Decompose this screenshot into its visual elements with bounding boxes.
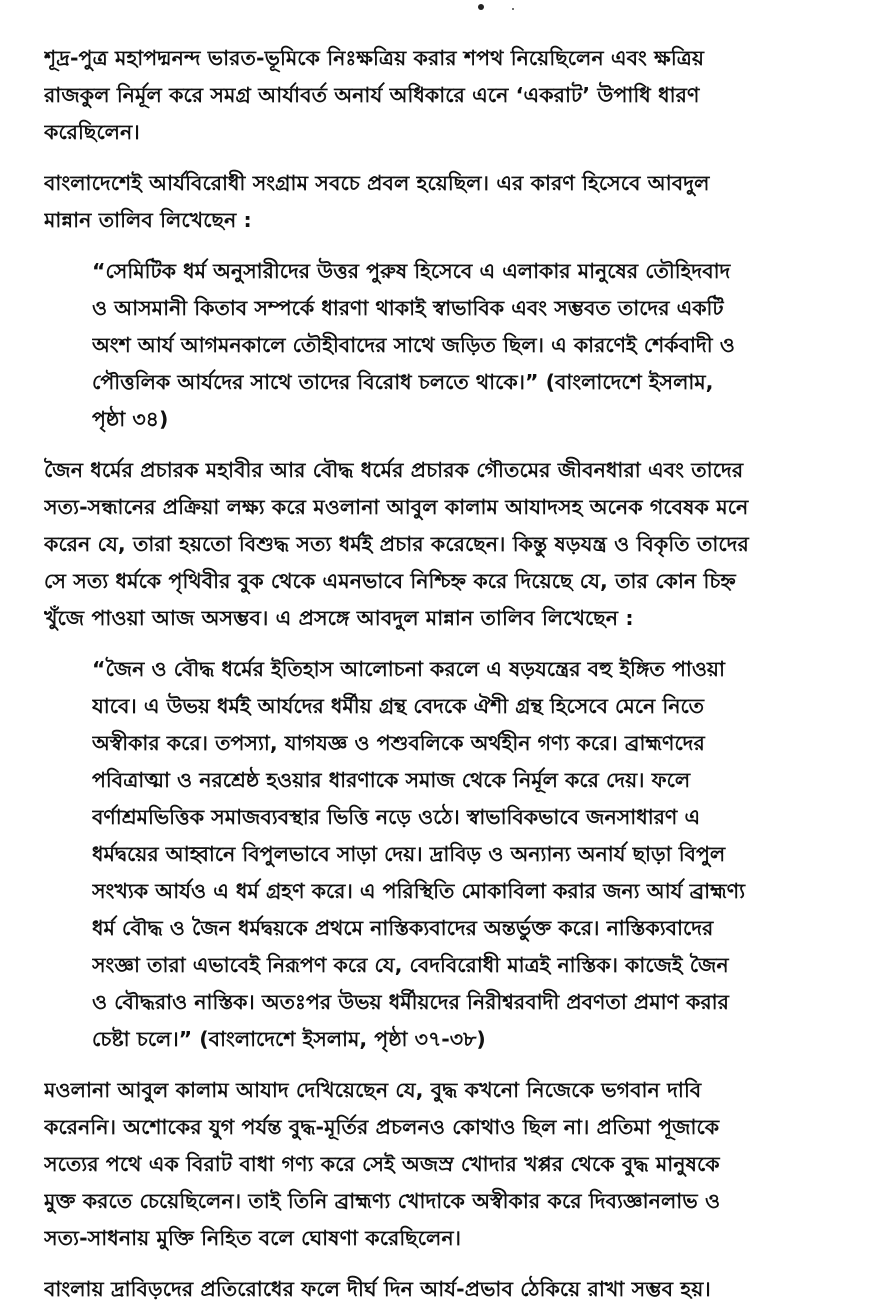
text-line: সত্য-সাধনায় মুক্তি নিহিত বলে ঘোষণা করেছিলেন। bbox=[44, 1226, 462, 1250]
text-line: “জৈন ও বৌদ্ধ ধর্মের ইতিহাস আলোচনা করলে এ ষড়যন্ত্রের বহু ইঙ্গিত পাওয়া bbox=[92, 657, 725, 681]
text-line: যাবে। এ উভয় ধর্মই আর্যদের ধর্মীয় গ্রন্থ বেদকে ঐশী গ্রন্থ হিসেবে মেনে নিতে bbox=[92, 694, 705, 718]
text-line: ধর্মদ্বয়ের আহ্বানে বিপুলভাবে সাড়া দেয়। দ্রাবিড় ও অন্যান্য অনার্য ছাড়া বিপুল bbox=[92, 842, 726, 866]
text-line: বাংলায় দ্রাবিড়দের প্রতিরোধের ফলে দীর্ঘ দিন আর্য-প্রভাব ঠেকিয়ে রাখা সম্ভব হয়। bbox=[44, 1277, 711, 1301]
text-line: মান্নান তালিব লিখেছেন : bbox=[44, 208, 252, 232]
text-line: বাংলাদেশেই আর্যবিরোধী সংগ্রাম সবচে প্রবল হয়েছিল। এর কারণ হিসেবে আবদুল bbox=[44, 171, 710, 195]
text-line: মওলানা আবুল কালাম আযাদ দেখিয়েছেন যে, বুদ্ধ কখনো নিজেকে ভগবান দাবি bbox=[44, 1078, 702, 1102]
blockquote-jain-history bbox=[44, 651, 822, 1058]
paragraph-anti-aryan-struggle bbox=[44, 165, 822, 239]
text-line: করেন যে, তারা হয়তো বিশুদ্ধ সত্য ধর্মই প্রচার করেছেন। কিন্তু ষড়যন্ত্র ও বিকৃতি তাদের bbox=[44, 532, 749, 556]
text-line: বর্ণাশ্রমভিত্তিক সমাজব্যবস্থার ভিত্তি নড়ে ওঠে। স্বাভাবিকভাবে জনসাধারণ এ bbox=[92, 805, 701, 829]
text-line: করেননি। অশোকের যুগ পর্যন্ত বুদ্ধ-মূর্তির প্রচলনও কোথাও ছিল না। প্রতিমা পূজাকে bbox=[44, 1115, 720, 1139]
text-line: করেছিলেন। bbox=[44, 120, 140, 144]
text-line: “সেমিটিক ধর্ম অনুসারীদের উত্তর পুরুষ হিসেবে এ এলাকার মানুষের তৌহিদবাদ bbox=[92, 259, 731, 283]
paragraph-mahapadmananda bbox=[44, 40, 822, 151]
blockquote-semitic bbox=[44, 253, 822, 438]
text-line: ও বৌদ্ধরাও নাস্তিক। অতঃপর উভয় ধর্মীয়দের নিরীশ্বরবাদী প্রবণতা প্রমাণ করার bbox=[92, 990, 729, 1014]
paragraph-azad-buddha bbox=[44, 1072, 822, 1257]
scan-mark-small bbox=[512, 8, 514, 10]
text-line: অংশ আর্য আগমনকালে তৌহীবাদের সাথে জড়িত ছিল। এ কারণেই শের্কবাদী ও bbox=[92, 333, 735, 357]
text-line: পৌত্তলিক আর্যদের সাথে তাদের বিরোধ চলতে থাকে।” (বাংলাদেশে ইসলাম, bbox=[92, 370, 714, 394]
text-line: পবিত্রাত্মা ও নরশ্রেষ্ঠ হওয়ার ধারণাকে সমাজ থেকে নির্মূল করে দেয়। ফলে bbox=[92, 768, 691, 792]
scan-mark bbox=[478, 4, 484, 10]
text-line: শূদ্র-পুত্র মহাপদ্মনন্দ ভারত-ভূমিকে নিঃক্ষত্রিয় করার শপথ নিয়েছিলেন এবং ক্ষত্রিয় bbox=[44, 46, 705, 70]
text-line: রাজকুল নির্মূল করে সমগ্র আর্যাবর্ত অনার্য অধিকারে এনে ‘একরাট’ উপাধি ধারণ bbox=[44, 83, 700, 107]
text-line: জৈন ধর্মের প্রচারক মহাবীর আর বৌদ্ধ ধর্মের প্রচারক গৌতমের জীবনধারা এবং তাদের bbox=[44, 458, 744, 482]
text-line: চেষ্টা চলে।” (বাংলাদেশে ইসলাম, পৃষ্ঠা ৩৭-৩৮) bbox=[92, 1027, 486, 1051]
text-line: সংখ্যক আর্যও এ ধর্ম গ্রহণ করে। এ পরিস্থিতি মোকাবিলা করার জন্য আর্য ব্রাহ্মণ্য bbox=[92, 879, 746, 903]
text-line: খুঁজে পাওয়া আজ অসম্ভব। এ প্রসঙ্গে আবদুল মান্নান তালিব লিখেছেন : bbox=[44, 606, 634, 630]
text-line: ও আসমানী কিতাব সম্পর্কে ধারণা থাকাই স্বাভাবিক এবং সম্ভবত তাদের একটি bbox=[92, 296, 724, 320]
text-line: সে সত্য ধর্মকে পৃথিবীর বুক থেকে এমনভাবে নিশ্চিহ্ন করে দিয়েছে যে, তার কোন চিহ্ন bbox=[44, 569, 736, 593]
text-line: ধর্ম বৌদ্ধ ও জৈন ধর্মদ্বয়কে প্রথমে নাস্তিক্যবাদের অন্তর্ভুক্ত করে। নাস্তিক্যবাদের bbox=[92, 916, 714, 940]
text-line: সত্য-সন্ধানের প্রক্রিয়া লক্ষ্য করে মওলানা আবুল কালাম আযাদসহ অনেক গবেষক মনে bbox=[44, 495, 749, 519]
paragraph-bengal-dravidian bbox=[44, 1271, 822, 1308]
text-line: মুক্ত করতে চেয়েছিলেন। তাই তিনি ব্রাহ্মণ্য খোদাকে অস্বীকার করে দিব্যজ্ঞানলাভ ও bbox=[44, 1189, 721, 1213]
text-line: পৃষ্ঠা ৩৪) bbox=[92, 407, 169, 431]
paragraph-jain-buddhist bbox=[44, 452, 822, 637]
text-line: সত্যের পথে এক বিরাট বাধা গণ্য করে সেই অজস্র খোদার খপ্পর থেকে বুদ্ধ মানুষকে bbox=[44, 1152, 720, 1176]
text-line: অস্বীকার করে। তপস্যা, যাগযজ্ঞ ও পশুবলিকে অর্থহীন গণ্য করে। ব্রাহ্মণদের bbox=[92, 731, 705, 755]
text-line: সংজ্ঞা তারা এভাবেই নিরূপণ করে যে, বেদবিরোধী মাত্রই নাস্তিক। কাজেই জৈন bbox=[92, 953, 729, 977]
